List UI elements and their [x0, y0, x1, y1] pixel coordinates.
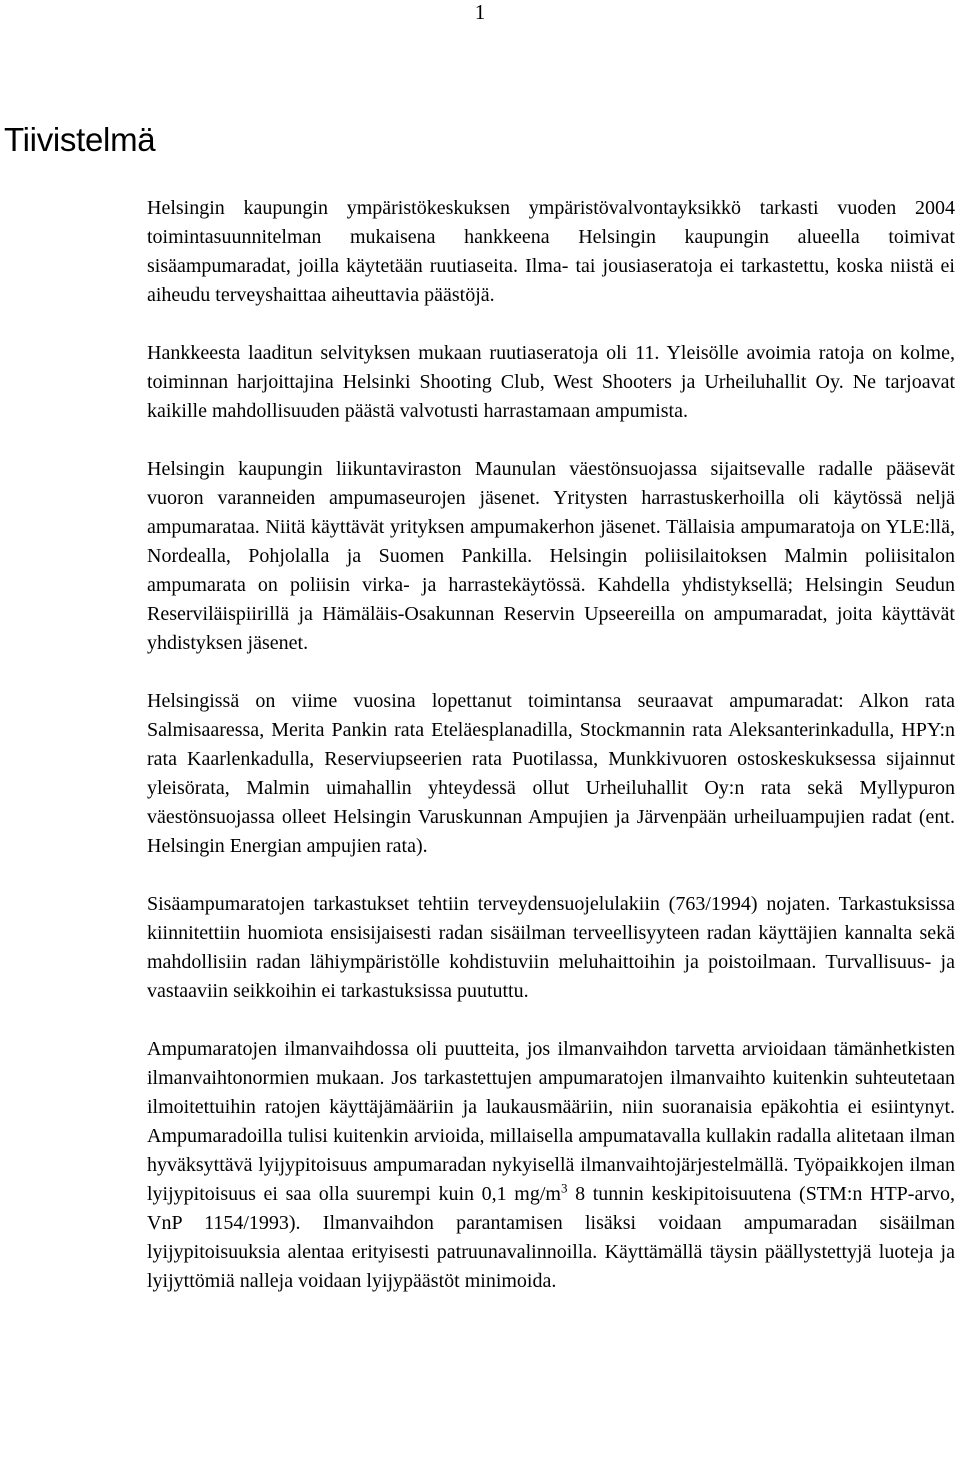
page-title: Tiivistelmä	[4, 121, 156, 158]
unit-superscript: 3	[560, 1180, 568, 1196]
paragraph-scope: Helsingin kaupungin ympäristökeskuksen ympäristövalvontayksikkö tarkasti vuoden 2004 toimintasuunnitelman mukaisena hankkeena Helsingin kaupungin alueella toimivat sisäampumaradat, joilla käytetään ruutiaseita. Ilma- tai jousiaseratoja ei tarkastettu, koska niistä ei aiheudu terveyshaittaa aiheuttavia päästöjä.	[147, 197, 955, 306]
paragraph-inspections: Sisäampumaratojen tarkastukset tehtiin terveydensuojelulakiin (763/1994) nojaten. Tarkastuksissa kiinnitettiin huomiota ensisijaisesti radan sisäilman terveellisyyteen radan käyttäjien kannalta sekä mahdollisiin radan lähiympäristölle kohdistuviin meluhaittoihin ja poistoilmaan. Turvallisuus- ja vastaaviin seikkoihin ei tarkastuksissa puututtu.	[147, 893, 955, 1002]
body-text	[147, 194, 955, 1296]
paragraph-ventilation	[147, 1035, 955, 1296]
paragraph-club-ranges: Helsingin kaupungin liikuntaviraston Maunulan väestönsuojassa sijaitsevalle radalle pääsevät vuoron varanneiden ampumaseurojen jäsenet. Yritysten harrastuskerhoilla oli käytössä neljä ampumarataa. Niitä käyttävät yrityksen ampumakerhon jäsenet. Tällaisia ampumaratoja on YLE:llä, Nordealla, Pohjolalla ja Suomen Pankilla. Helsingin poliisilaitoksen Malmin poliisitalon ampumarata on poliisin virka- ja harrastekäytössä. Kahdella yhdistyksellä; Helsingin Seudun Reserviläispiirillä ja Hämäläis-Osakunnan Reservin Upseereilla on ampumaradat, joita käyttävät yhdistyksen jäsenet.	[147, 458, 955, 654]
ventilation-text-part-2: 8 tunnin keskipitoisuutena (STM:n HTP-arvo, VnP 1154/1993). Ilmanvaihdon parantamisen lisäksi voidaan ampumaradan sisäilman lyijypitoisuuksia alentaa erityisesti patruunavalinnoilla. Käyttämällä täysin päällystettyjä luoteja ja lyijyttömiä nalleja voidaan lyijypäästöt minimoida.	[147, 1183, 955, 1292]
paragraph-closed-ranges: Helsingissä on viime vuosina lopettanut toimintansa seuraavat ampumaradat: Alkon rata Salmisaaressa, Merita Pankin rata Eteläesplanadilla, Stockmannin rata Aleksanterinkadulla, HPY:n rata Kaarlenkadulla, Reserviupseerien rata Puotilassa, Munkkivuoren ostoskeskuksessa sijainnut yleisörata, Malmin uimahallin yhteydessä ollut Urheiluhallit Oy:n rata sekä Myllypuron väestönsuojassa olleet Helsingin Varuskunnan Ampujien ja Järvenpään urheiluampujien radat (ent. Helsingin Energian ampujien rata).	[147, 690, 955, 857]
ventilation-text-part-1: Ampumaratojen ilmanvaihdossa oli puutteita, jos ilmanvaihdon tarvetta arvioidaan tämänhetkisten ilmanvaihtonormien mukaan. Jos tarkastettujen ampumaratojen ilmanvaihto kuitenkin suhteutetaan ilmoitettuihin ratojen käyttäjämääriin ja laukausmääriin, niin suoranaisia epäkohtia ei esiintynyt. Ampumaradoilla tulisi kuitenkin arvioida, millaisella ampumatavalla kullakin radalla alitetaan ilman hyväksyttävä lyijypitoisuus ampumaradan nykyisellä ilmanvaihtojärjestelmällä. Työpaikkojen ilman lyijypitoisuus ei saa olla suurempi kuin 0,1 mg/m	[147, 1038, 955, 1205]
page-number: 1	[474, 0, 486, 24]
paragraph-range-count: Hankkeesta laaditun selvityksen mukaan ruutiaseratoja oli 11. Yleisölle avoimia ratoja on kolme, toiminnan harjoittajina Helsinki Shooting Club, West Shooters ja Urheiluhallit Oy. Ne tarjoavat kaikille mahdollisuuden päästä valvotusti harrastamaan ampumista.	[147, 342, 955, 422]
